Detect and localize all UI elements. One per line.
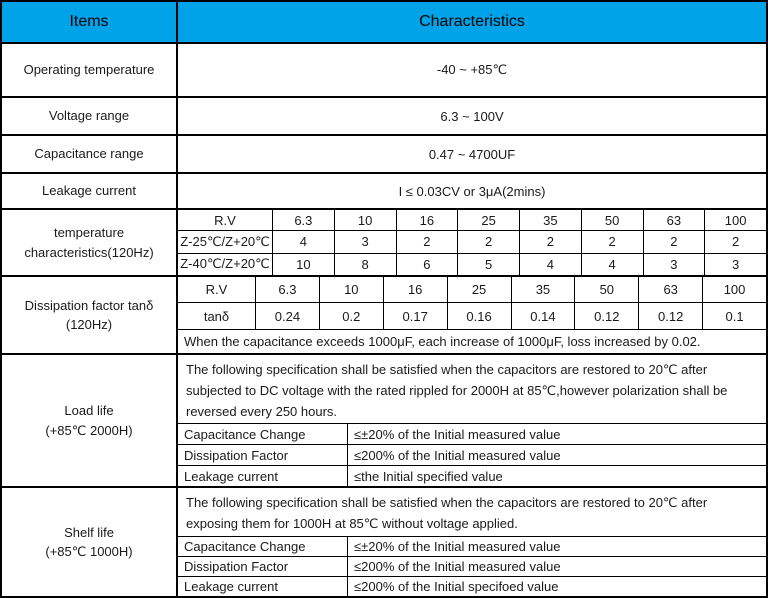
row-label: Operating temperature — [2, 44, 178, 96]
rv-cell: 35 — [519, 210, 581, 230]
z40-cell: 4 — [581, 253, 643, 275]
temperature-characteristics-subtable — [178, 210, 766, 275]
criteria-name: Dissipation Factor — [178, 444, 347, 465]
row-value: 0.47 ~ 4700UF — [428, 146, 516, 162]
rv-cell: 63 — [643, 210, 705, 230]
z25-cell: 2 — [643, 230, 705, 252]
criteria-name: Leakage current — [178, 465, 347, 486]
impedance-ratio-grid — [178, 210, 766, 275]
rv-cell: 10 — [334, 210, 396, 230]
row-label-line2: (120Hz) — [65, 317, 113, 332]
z40-cell: 3 — [643, 253, 705, 275]
row-value: I ≤ 0.03CV or 3μA(2mins) — [398, 183, 546, 199]
z40-cell: 4 — [519, 253, 581, 275]
row-label-line1: Dissipation factor tanδ — [24, 297, 154, 313]
tand-cell: 0.16 — [447, 302, 511, 329]
row-label — [2, 277, 178, 353]
row-label-line1: temperature — [53, 225, 125, 240]
rv-cell: 35 — [511, 277, 575, 302]
rv-cell: 50 — [574, 277, 638, 302]
row-label — [2, 355, 178, 486]
row-value: 6.3 ~ 100V — [440, 108, 504, 124]
subrow-header: R.V — [214, 212, 236, 228]
row-label — [2, 488, 178, 596]
z25-cell: 2 — [457, 230, 519, 252]
row-label-line2: (+85℃ 2000H) — [45, 422, 133, 438]
rv-cell: 50 — [581, 210, 643, 230]
row-value: -40 ~ +85℃ — [436, 62, 508, 77]
load-life-description: The following specification shall be satisfied when the capacitors are restored to 20℃ after subjected to DC voltage with the rated rippled for 2000H at 85℃,however polarization shall be reversed every 250 hours. — [186, 362, 728, 419]
tand-cell: 0.12 — [574, 302, 638, 329]
dissipation-factor-subtable — [178, 277, 766, 353]
row-label-line1: Load life — [64, 403, 114, 418]
criteria-value: ≤±20% of the Initial measured value — [347, 424, 766, 444]
rv-cell: 25 — [457, 210, 519, 230]
criteria-name: Capacitance Change — [184, 426, 306, 442]
row-leakage-current — [2, 172, 766, 208]
z40-cell: 3 — [704, 253, 766, 275]
items-column-header: Items — [2, 2, 178, 42]
z40-cell: 5 — [457, 253, 519, 275]
row-label-line1: Shelf life — [64, 524, 114, 540]
subrow-header: Z-40℃/Z+20℃ — [178, 253, 272, 275]
shelf-life-content — [178, 488, 766, 596]
z25-cell: 2 — [519, 230, 581, 252]
row-temperature-characteristics — [2, 208, 766, 275]
shelf-life-description: The following specification shall be satisfied when the capacitors are restored to 20℃ after exposing them for 1000H at 85℃ without voltage applied. — [186, 495, 708, 531]
row-voltage-range — [2, 96, 766, 134]
criteria-value: ≤200% of the Initial measured value — [347, 444, 766, 465]
tan-delta-grid — [178, 277, 766, 353]
criteria-name: Dissipation Factor — [178, 556, 347, 576]
z25-cell: 3 — [334, 230, 396, 252]
row-dissipation-factor — [2, 275, 766, 353]
rv-cell: 16 — [396, 210, 458, 230]
subrow-header: tanδ — [178, 302, 255, 329]
row-label: Capacitance range — [2, 136, 178, 172]
row-capacitance-range — [2, 134, 766, 172]
characteristics-column-header: Characteristics — [178, 2, 766, 42]
rv-cell: 100 — [702, 277, 766, 302]
criteria-name: Capacitance Change — [184, 539, 306, 554]
rv-cell: 25 — [447, 277, 511, 302]
subrow-header: R.V — [205, 282, 228, 297]
rv-cell: 10 — [319, 277, 383, 302]
load-life-content — [178, 355, 766, 486]
z25-cell: 2 — [704, 230, 766, 252]
tand-cell: 0.24 — [255, 302, 319, 329]
z40-cell: 10 — [272, 253, 334, 275]
tand-cell: 0.12 — [638, 302, 702, 329]
z40-cell: 6 — [396, 253, 458, 275]
z40-cell: 8 — [334, 253, 396, 275]
row-shelf-life — [2, 486, 766, 596]
z25-cell: 4 — [272, 230, 334, 252]
shelf-life-criteria — [178, 536, 766, 596]
subrow-header: Z-25℃/Z+20℃ — [178, 230, 272, 252]
criteria-value: ≤±20% of the Initial measured value — [347, 537, 766, 556]
criteria-name: Leakage current — [178, 576, 347, 596]
rv-cell: 6.3 — [272, 210, 334, 230]
row-operating-temperature — [2, 42, 766, 96]
row-load-life — [2, 353, 766, 486]
rv-cell: 100 — [704, 210, 766, 230]
rv-cell: 16 — [383, 277, 447, 302]
tand-cell: 0.2 — [319, 302, 383, 329]
dissipation-note: When the capacitance exceeds 1000μF, each increase of 1000μF, loss increased by 0.02. — [178, 329, 766, 353]
rv-cell: 6.3 — [255, 277, 319, 302]
tand-cell: 0.17 — [383, 302, 447, 329]
load-life-criteria — [178, 423, 766, 486]
tand-cell: 0.1 — [702, 302, 766, 329]
row-label: Voltage range — [2, 98, 178, 134]
criteria-value: ≤the Initial specified value — [347, 465, 766, 486]
table-header-row — [2, 2, 766, 42]
criteria-value: ≤200% of the Initial measured value — [347, 556, 766, 576]
row-label-line2: characteristics(120Hz) — [24, 244, 154, 260]
rv-cell: 63 — [638, 277, 702, 302]
z25-cell: 2 — [581, 230, 643, 252]
z25-cell: 2 — [396, 230, 458, 252]
row-label — [2, 210, 178, 275]
criteria-value: ≤200% of the Initial specifoed value — [347, 576, 766, 596]
tand-cell: 0.14 — [511, 302, 575, 329]
row-label-line2: (+85℃ 1000H) — [45, 544, 133, 559]
row-label: Leakage current — [2, 174, 178, 208]
